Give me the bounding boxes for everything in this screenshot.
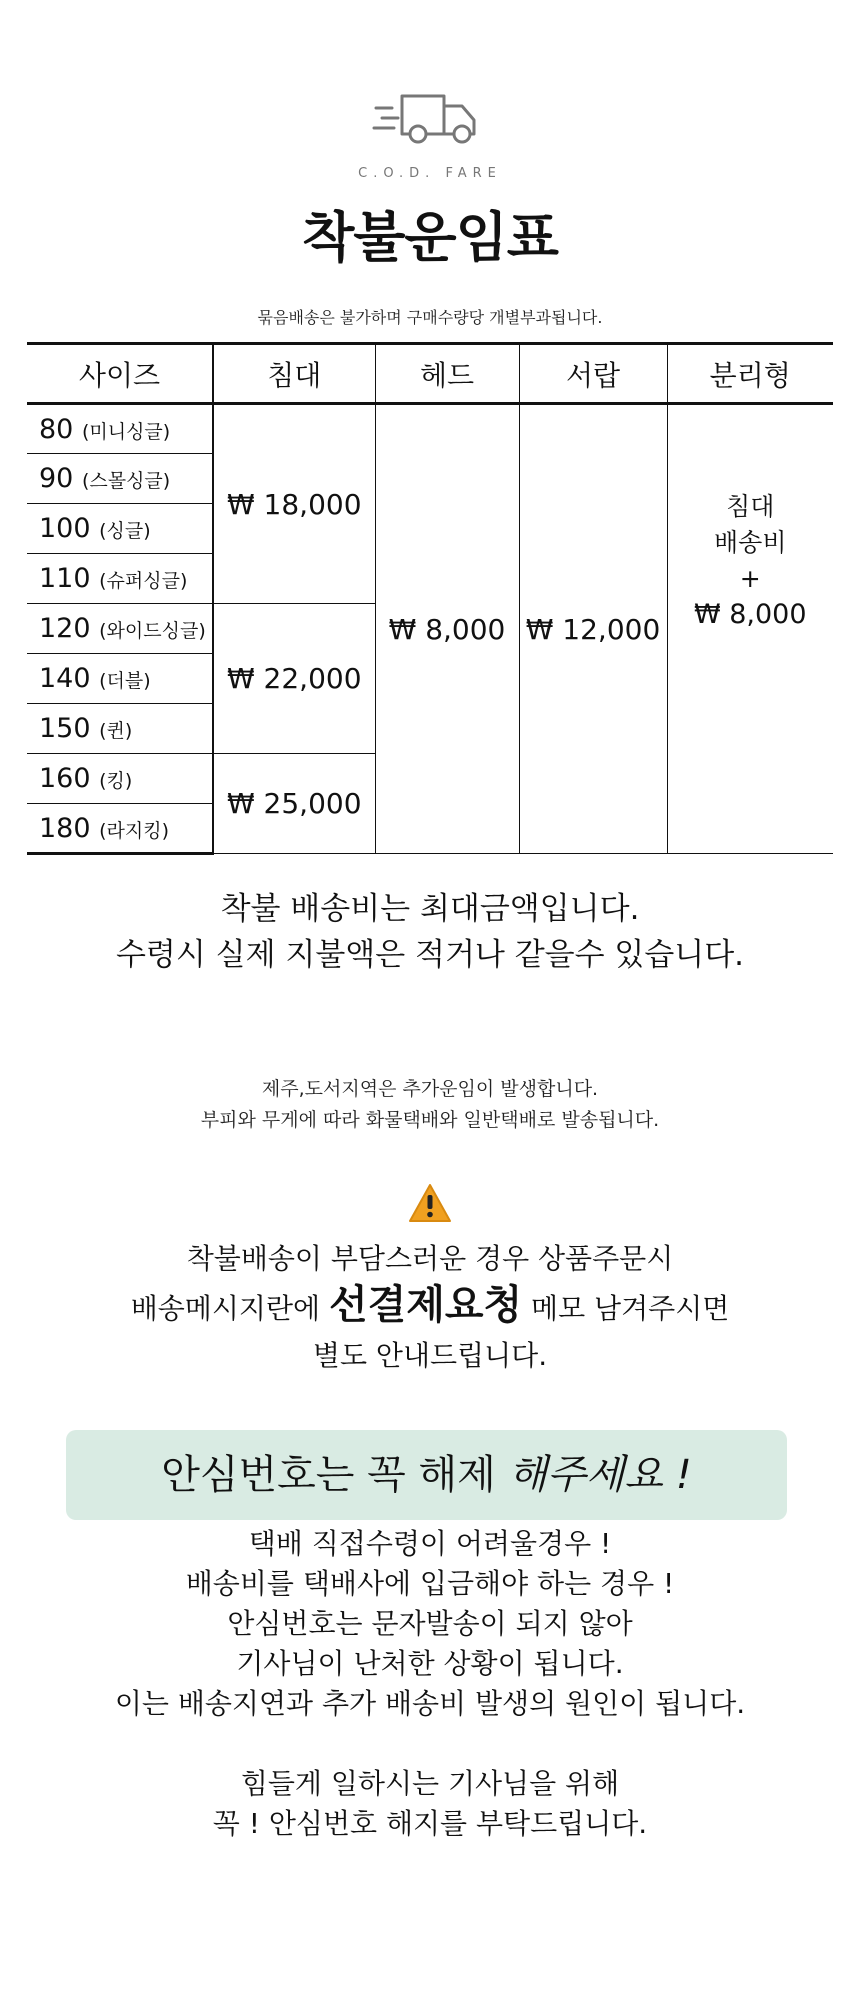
- column-header-bed: 침대: [213, 344, 375, 404]
- table-row: [27, 404, 833, 454]
- size-cell: [27, 804, 213, 854]
- column-header-separate: 분리형: [667, 344, 833, 404]
- size-cell: [27, 504, 213, 554]
- size-cell: [27, 754, 213, 804]
- separate-line-2: 배송비: [714, 528, 787, 557]
- banner-italic-text: 해주세요 !: [508, 1452, 692, 1498]
- prepay-line-2-pre: 배송메시지란에: [130, 1292, 329, 1325]
- size-number: 140: [39, 663, 91, 694]
- size-name: (스몰싱글): [81, 470, 171, 492]
- size-cell: [27, 404, 213, 454]
- size-number: 110: [39, 563, 91, 594]
- prepay-line-2: [0, 1282, 860, 1332]
- max-fee-line-1: 착불 배송비는 최대금액입니다.: [220, 891, 640, 927]
- eyebrow-label: C.O.D. FARE: [358, 166, 502, 181]
- size-number: 150: [39, 713, 91, 744]
- body-line: 이는 배송지연과 추가 배송비 발생의 원인이 됩니다.: [114, 1687, 746, 1720]
- island-note: [0, 1074, 860, 1136]
- safe-number-banner: [66, 1430, 787, 1520]
- column-header-head: 헤드: [375, 344, 519, 404]
- bed-price-cell: ₩ 22,000: [213, 604, 375, 754]
- prepay-line-3: 별도 안내드립니다.: [312, 1339, 548, 1372]
- body-line: 안심번호는 문자발송이 되지 않아: [227, 1607, 633, 1640]
- column-header-drawer: 서랍: [519, 344, 667, 404]
- body-line: 배송비를 택배사에 입금해야 하는 경우 !: [185, 1567, 675, 1600]
- prepay-line-1: 착불배송이 부담스러운 경우 상품주문시: [186, 1242, 674, 1275]
- banner-text: 안심번호는 꼭 해제: [161, 1452, 509, 1498]
- delivery-truck-icon: [372, 88, 482, 144]
- prepay-notice: [0, 1235, 860, 1379]
- column-header-size: 사이즈: [27, 344, 213, 404]
- size-cell: [27, 654, 213, 704]
- size-name: (미니싱글): [81, 420, 171, 443]
- size-number: 80: [39, 413, 74, 445]
- size-name: (퀸): [99, 720, 133, 742]
- table-header-row: [27, 344, 833, 404]
- size-cell: [27, 704, 213, 754]
- body-line: 택배 직접수령이 어려울경우 !: [248, 1527, 612, 1560]
- size-name: (슈퍼싱글): [99, 570, 188, 592]
- separate-line-4: ₩ 8,000: [693, 599, 807, 630]
- body-line: 기사님이 난처한 상황이 됩니다.: [236, 1647, 624, 1680]
- separate-line-1: 침대: [726, 492, 775, 521]
- prepay-line-2-post: 메모 남겨주시면: [522, 1292, 730, 1325]
- bundle-note: 묶음배송은 불가하며 구매수량당 개별부과됩니다.: [257, 308, 603, 327]
- size-name: (더블): [99, 670, 151, 692]
- size-name: (킹): [99, 770, 133, 792]
- size-name: (라지킹): [99, 819, 170, 842]
- size-name: (싱글): [99, 520, 151, 542]
- max-fee-line-2: 수령시 실제 지불액은 적거나 같을수 있습니다.: [115, 937, 745, 973]
- head-price-cell: ₩ 8,000: [375, 404, 519, 854]
- size-number: 90: [39, 463, 74, 494]
- size-cell: [27, 554, 213, 604]
- closing-line: 꼭 ! 안심번호 해지를 부탁드립니다.: [212, 1807, 648, 1840]
- size-name: (와이드싱글): [99, 620, 206, 642]
- bed-price-cell: ₩ 18,000: [213, 404, 375, 604]
- island-line-1: 제주,도서지역은 추가운임이 발생합니다.: [261, 1078, 599, 1100]
- closing-line: 힘들게 일하시는 기사님을 위해: [240, 1767, 620, 1800]
- safe-number-explanation: [0, 1524, 860, 1844]
- separate-price-cell: [667, 404, 833, 854]
- drawer-price-cell: ₩ 12,000: [519, 404, 667, 854]
- page-title: 착불운임표: [302, 206, 558, 269]
- prepay-highlight: 선결제요청: [328, 1282, 523, 1328]
- size-cell: [27, 604, 213, 654]
- max-fee-note: [0, 886, 860, 978]
- size-number: 160: [39, 763, 91, 794]
- warning-triangle-icon: [408, 1183, 452, 1223]
- bed-price-cell: ₩ 25,000: [213, 754, 375, 854]
- size-cell: [27, 454, 213, 504]
- fare-table: [27, 342, 833, 855]
- size-number: 120: [39, 613, 91, 644]
- island-line-2: 부피와 무게에 따라 화물택배와 일반택배로 발송됩니다.: [200, 1109, 660, 1131]
- size-number: 100: [39, 513, 91, 544]
- size-number: 180: [39, 812, 91, 844]
- separate-line-3: +: [739, 564, 761, 593]
